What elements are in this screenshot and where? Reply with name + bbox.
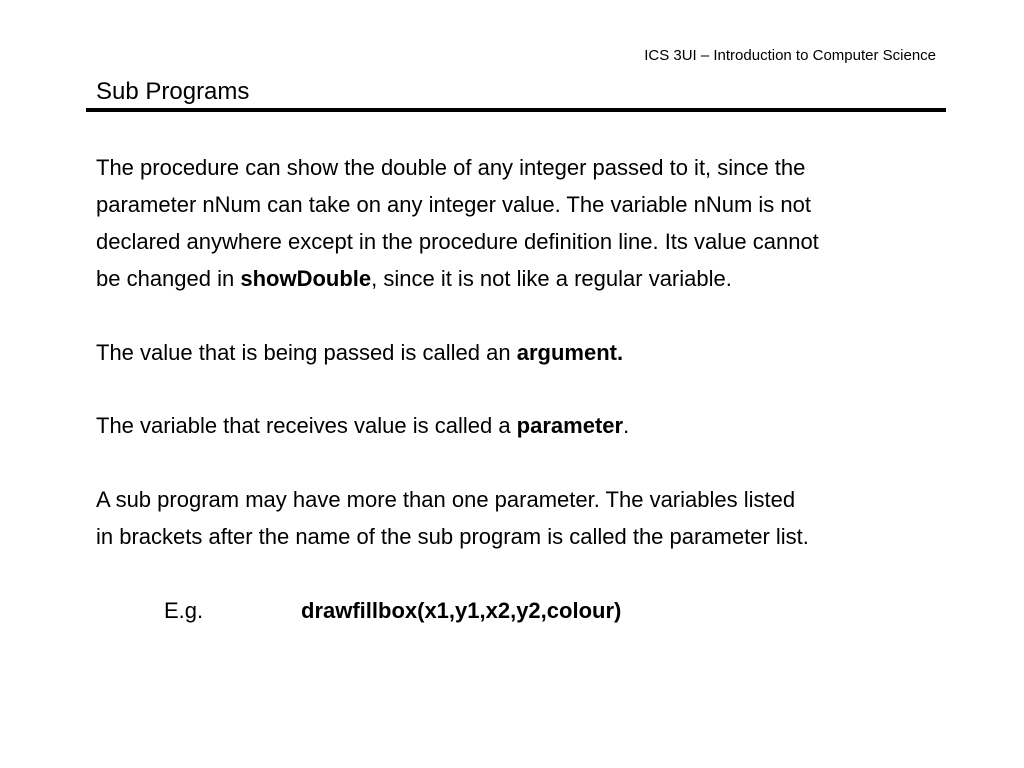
paragraph-line: [96, 260, 976, 297]
example-label: E.g.: [164, 598, 204, 623]
paragraph-line: [96, 407, 976, 444]
line-text: The variable that receives value is called a: [96, 413, 517, 438]
term-parameter: parameter: [516, 413, 624, 438]
paragraph-line: declared anywhere except in the procedure definition line. Its value cannot: [96, 229, 819, 254]
line-text: be changed in: [96, 266, 241, 291]
paragraph-line: parameter nNum can take on any integer value. The variable nNum is not: [96, 192, 811, 217]
paragraph-parameter-list: [96, 481, 976, 555]
example-code: drawfillbox(x1,y1,x2,y2,colour): [301, 598, 622, 623]
slide-title: Sub Programs: [96, 78, 250, 105]
line-text: The value that is being passed is called an: [96, 340, 517, 365]
paragraph-line: A sub program may have more than one parameter. The variables listed: [96, 487, 796, 512]
paragraph-line: The procedure can show the double of any integer passed to it, since the: [96, 155, 806, 180]
course-header: ICS 3UI – Introduction to Computer Science: [644, 47, 936, 64]
paragraph-line: in brackets after the name of the sub program is called the parameter list.: [96, 524, 809, 549]
procedure-name-bold: showDouble: [240, 266, 372, 291]
paragraph-parameter-definition: [96, 407, 976, 444]
term-argument: argument.: [516, 340, 624, 365]
paragraph-procedure-explanation: [96, 149, 976, 297]
paragraph-line: [96, 334, 976, 371]
paragraph-argument-definition: [96, 334, 976, 371]
title-underline: [86, 108, 946, 112]
line-text: .: [623, 413, 630, 438]
line-text: , since it is not like a regular variable.: [371, 266, 732, 291]
